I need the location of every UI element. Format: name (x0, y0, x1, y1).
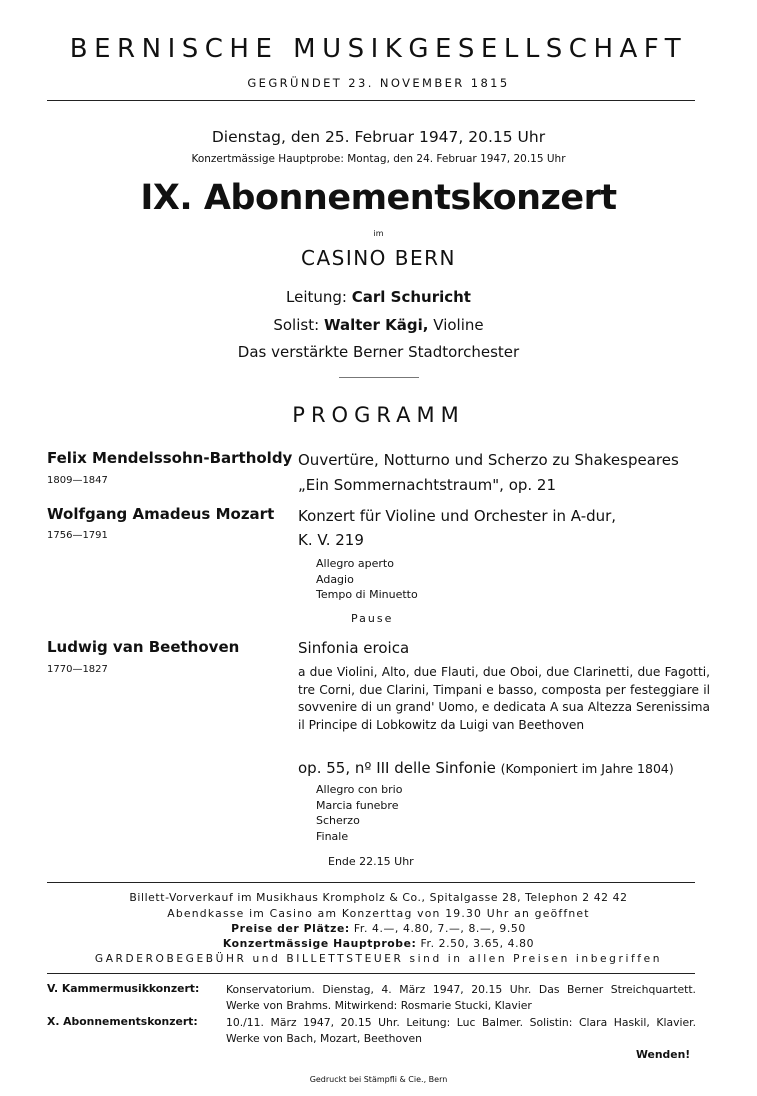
announcements-divider (47, 973, 695, 974)
ticket-prices (0, 922, 757, 935)
work-title-line: „Ein Sommernachtstraum", op. 21 (298, 476, 557, 494)
founding-date: GEGRÜNDET 23. NOVEMBER 1815 (247, 76, 510, 90)
work-title-line: Sinfonia eroica (298, 639, 410, 657)
end-time: Ende 22.15 Uhr (328, 855, 414, 868)
rehearsal-prices-values: Fr. 2.50, 3.65, 4.80 (420, 937, 535, 950)
composer-name: Wolfgang Amadeus Mozart (47, 505, 275, 523)
work-opus: op. 55, nº III delle Sinfonie (298, 759, 496, 777)
movement: Allegro con brio (316, 783, 403, 796)
venue-name: CASINO BERN (300, 246, 456, 270)
prices-label: Preise der Plätze: (231, 922, 350, 935)
composer-dates: 1756—1791 (47, 530, 108, 541)
header-divider (47, 100, 695, 101)
work-title-line: Ouvertüre, Notturno und Scherzo zu Shakespeares (298, 451, 679, 469)
movement-list (316, 782, 402, 844)
turn-over-note: Wenden! (636, 1048, 691, 1061)
soloist-instrument: Violine (433, 316, 484, 334)
conductor-name: Carl Schuricht (351, 288, 471, 306)
venue-prefix: im (373, 229, 384, 238)
box-office-hours: Abendkasse im Casino am Konzerttag von 19.30 Uhr an geöffnet (167, 907, 590, 920)
work-title-line: K. V. 219 (298, 531, 364, 549)
concert-title: IX. Abonnementskonzert (140, 178, 617, 218)
work-description: a due Violini, Alto, due Flauti, due Oboi, due Clarinetti, due Fagotti, tre Corni, due Clarini, Timpani e basso, composta per festeggiare il sovvenire di un grand' Uomo, e dedicata A sua Altezza Serenissima il Principe di Lobkowitz da Luigi van Beethoven (298, 665, 710, 732)
printer-credit: Gedruckt bei Stämpfli & Cie., Bern (309, 1075, 448, 1084)
next-concert-details: Konservatorium. Dienstag, 4. März 1947, 20.15 Uhr. Das Berner Streichquartett. Werke von Brahms. Mitwirkend: Rosmarie Stucki, Klavier (226, 983, 696, 1012)
movement: Tempo di Minuetto (316, 588, 418, 602)
prices-values: Fr. 4.—, 4.80, 7.—, 8.—, 9.50 (353, 922, 526, 935)
movement: Finale (316, 829, 349, 843)
rehearsal-prices (0, 937, 757, 950)
next-concert-label: V. Kammermusikkonzert: (47, 982, 200, 995)
organization-name: BERNISCHE MUSIKGESELLSCHAFT (69, 34, 688, 64)
cloakroom-note: GARDEROBEGEBÜHR und BILLETTSTEUER sind in allen Preisen inbegriffen (94, 953, 663, 965)
movement: Marcia funebre (316, 798, 399, 812)
work-opus-line (298, 759, 674, 777)
conductor-label: Leitung: (286, 288, 347, 306)
movement: Adagio (316, 572, 354, 586)
rehearsal-date: Konzertmässige Hauptprobe: Montag, den 24. Februar 1947, 20.15 Uhr (191, 153, 566, 165)
soloist-line (0, 316, 757, 334)
orchestra-name: Das verstärkte Berner Stadtorchester (237, 343, 520, 361)
next-concert-details: 10./11. März 1947, 20.15 Uhr. Leitung: Luc Balmer. Solistin: Clara Haskil, Klavier. Werke von Bach, Mozart, Beethoven (226, 1016, 696, 1045)
composer-name: Felix Mendelssohn-Bartholdy (47, 449, 293, 467)
composer-name: Ludwig van Beethoven (47, 638, 240, 656)
movement: Scherzo (316, 814, 360, 828)
ornamental-divider (339, 377, 419, 378)
work-title-line: Konzert für Violine und Orchester in A-dur, (298, 507, 617, 525)
ticket-presale: Billett-Vorverkauf im Musikhaus Krompholz & Co., Spitalgasse 28, Telephon 2 42 42 (129, 891, 628, 904)
intermission-label: Pause (351, 612, 394, 625)
soloist-label: Solist: (273, 316, 320, 334)
movement: Allegro aperto (316, 557, 394, 570)
soloist-name: Walter Kägi, (323, 316, 429, 334)
concert-date: Dienstag, den 25. Februar 1947, 20.15 Uhr (211, 128, 546, 146)
composer-dates: 1809—1847 (47, 475, 108, 486)
movement-list (316, 556, 418, 603)
conductor-line (0, 288, 757, 306)
rehearsal-prices-label: Konzertmässige Hauptprobe: (222, 937, 417, 950)
next-concert-label: X. Abonnementskonzert: (47, 1015, 198, 1028)
composer-dates: 1770—1827 (47, 664, 108, 675)
tickets-divider (47, 882, 695, 883)
program-heading: PROGRAMM (292, 403, 465, 427)
work-composition-year: (Komponiert im Jahre 1804) (500, 761, 674, 776)
